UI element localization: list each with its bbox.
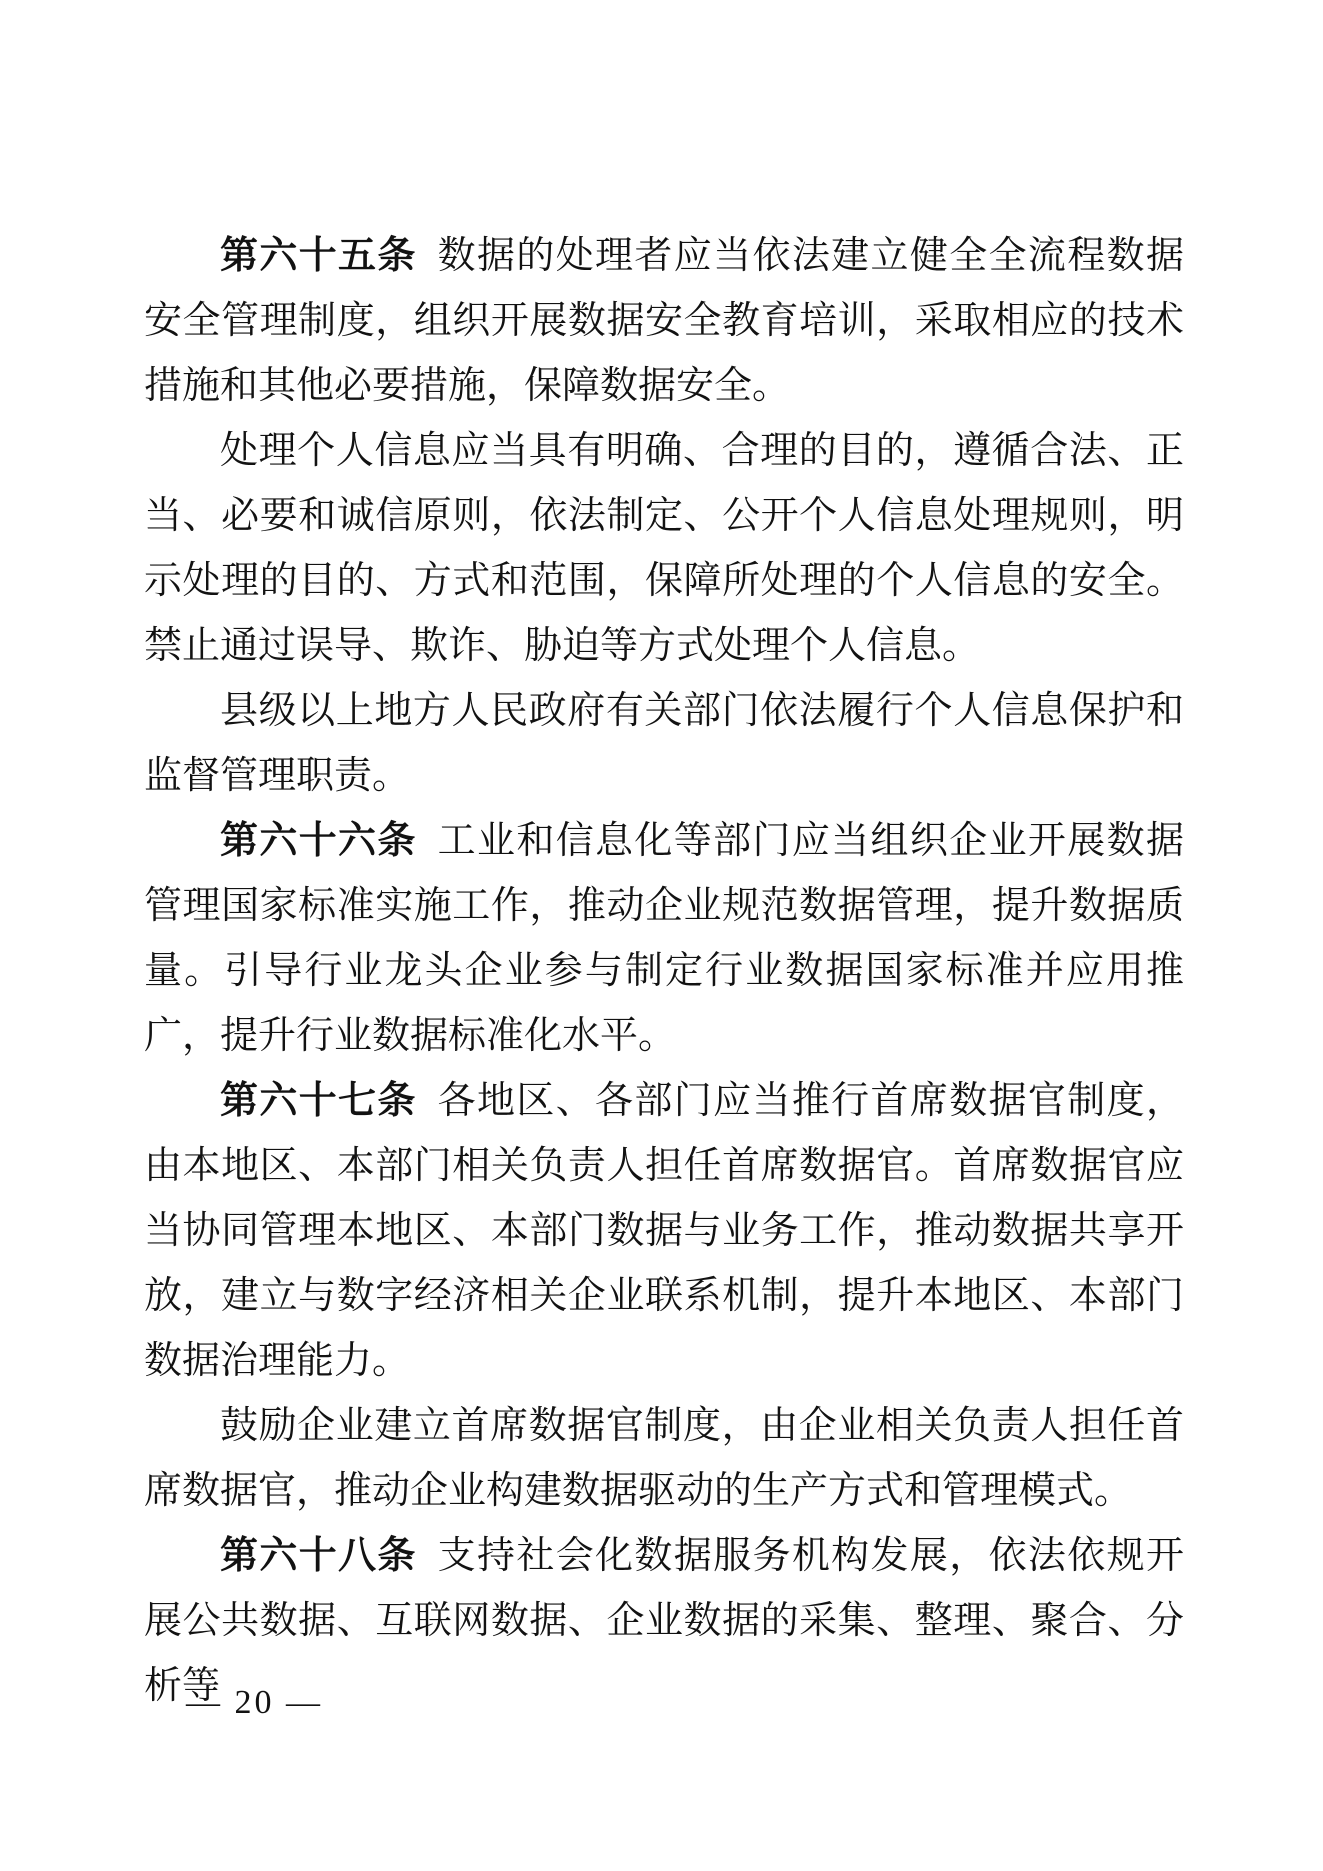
document-body: [144, 224, 1184, 1719]
paragraph-article-66: [144, 809, 1184, 1069]
paragraph-enterprise-cdo: [144, 1394, 1184, 1524]
article-66-number: 第六十六条: [220, 820, 417, 862]
paragraph-local-government-duty: [144, 679, 1184, 809]
article-65-number: 第六十五条: [220, 235, 417, 277]
paragraph-personal-info-principles: [144, 419, 1184, 679]
paragraph-article-67: [144, 1069, 1184, 1394]
article-67-number: 第六十七条: [220, 1080, 417, 1122]
article-68-text: 支持社会化数据服务机构发展，依法依规开展公共数据、互联网数据、企业数据的采集、整理、聚合、分析等: [144, 1535, 1184, 1707]
paragraph-article-65: [144, 224, 1184, 419]
page-number: — 20 —: [186, 1684, 323, 1721]
paragraph-text: 鼓励企业建立首席数据官制度，由企业相关负责人担任首席数据官，推动企业构建数据驱动的生产方式和管理模式。: [144, 1405, 1184, 1512]
article-66-text: 工业和信息化等部门应当组织企业开展数据管理国家标准实施工作，推动企业规范数据管理，提升数据质量。引导行业龙头企业参与制定行业数据国家标准并应用推广，提升行业数据标准化水平。: [144, 820, 1184, 1057]
paragraph-text: 县级以上地方人民政府有关部门依法履行个人信息保护和监督管理职责。: [144, 690, 1184, 797]
article-65-text: 数据的处理者应当依法建立健全全流程数据安全管理制度，组织开展数据安全教育培训，采取相应的技术措施和其他必要措施，保障数据安全。: [144, 235, 1184, 407]
paragraph-text: 处理个人信息应当具有明确、合理的目的，遵循合法、正当、必要和诚信原则，依法制定、公开个人信息处理规则，明示处理的目的、方式和范围，保障所处理的个人信息的安全。禁止通过误导、欺诈、胁迫等方式处理个人信息。: [144, 430, 1184, 667]
article-67-text: 各地区、各部门应当推行首席数据官制度，由本地区、本部门相关负责人担任首席数据官。首席数据官应当协同管理本地区、本部门数据与业务工作，推动数据共享开放，建立与数字经济相关企业联系机制，提升本地区、本部门数据治理能力。: [144, 1080, 1184, 1382]
article-68-number: 第六十八条: [220, 1535, 417, 1577]
